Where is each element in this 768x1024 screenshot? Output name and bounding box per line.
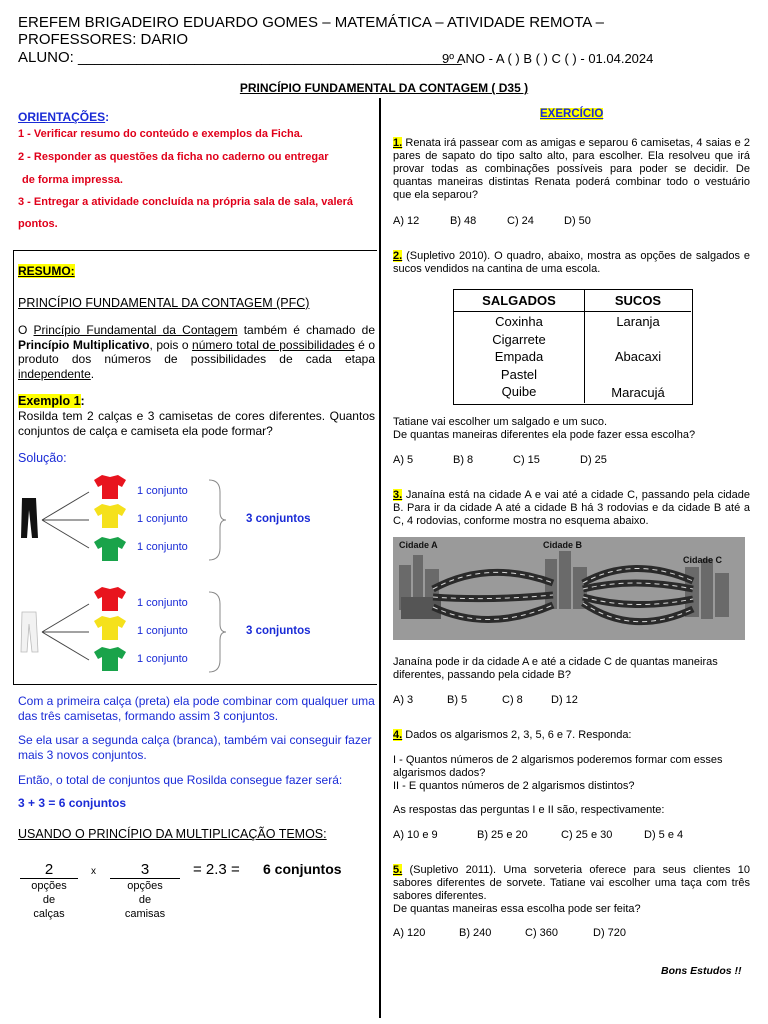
branch-line xyxy=(42,632,89,660)
question-4 xyxy=(393,729,750,742)
factor-1-label: opções de calças xyxy=(31,880,67,920)
question-text: Janaína está na cidade A e vai até a cidade C, passando pela cidade B. Para ir da cidade A até a cidade B há 3 rodovias e da cidade B até a C, 4 rodovias, conforme mostra no esquema abaixo. xyxy=(393,489,750,527)
conjunto-label: 1 conjunto xyxy=(137,597,188,609)
question-4-options xyxy=(393,829,683,842)
explanation-3: Então, o total de conjuntos que Rosilda consegue fazer será: xyxy=(18,773,343,787)
page-title xyxy=(0,81,768,95)
sum-result: 3 + 3 = 6 conjuntos xyxy=(18,796,127,810)
question-text: Dados os algarismos 2, 3, 5, 6 e 7. Responda: xyxy=(405,729,632,741)
pfc-definition: O Princípio Fundamental da Contagem também é chamado de Princípio Multiplicativo, pois o número total de possibilidades é o produto dos números de possibilidades de cada etapa independente. xyxy=(18,323,376,381)
question-text: (Supletivo 2011). Uma sorveteria oferece para seus clientes 10 sabores diferentes de sorvete. Tatiane vai escolher uma taça com três sabores diferentes. xyxy=(393,864,750,902)
exercicio-text: EXERCÍCIO xyxy=(540,108,604,120)
conjunto-label: 1 conjunto xyxy=(137,513,188,525)
question-number: 5. xyxy=(393,864,403,876)
title-text: PRINCÍPIO FUNDAMENTAL DA CONTAGEM ( D35 ) xyxy=(239,81,529,95)
column-divider xyxy=(379,98,381,1018)
question-number: 3. xyxy=(393,489,403,501)
branch-line xyxy=(42,604,89,632)
option: A) 3 xyxy=(393,694,414,706)
sucos-column xyxy=(585,312,691,403)
pfc-heading: PRINCÍPIO FUNDAMENTAL DA CONTAGEM (PFC) xyxy=(18,296,310,310)
question-4-part-ii: II - E quantos números de 2 algarismos distintos? xyxy=(393,780,635,792)
question-number: 4. xyxy=(393,729,403,741)
option: C) 24 xyxy=(507,215,534,227)
ano-line: 9º ANO - A ( ) B ( ) C ( ) - 01.04.2024 xyxy=(442,51,654,66)
question-2-text-after: Tatiane vai escolher um salgado e um suco. xyxy=(393,416,608,428)
red-shirt-icon xyxy=(94,587,126,611)
option: B) 240 xyxy=(459,927,492,939)
explanation-2: Se ela usar a segunda calça (branca), também vai conseguir fazer mais 3 novos conjuntos. xyxy=(18,733,372,762)
conjunto-label: 1 conjunto xyxy=(137,653,188,665)
example-label: Exemplo 1: xyxy=(18,394,85,408)
conjunto-label: 1 conjunto xyxy=(137,485,188,497)
question-3-options xyxy=(393,694,578,707)
orient-item: 1 - Verificar resumo do conteúdo e exemplos da Ficha. xyxy=(18,128,303,140)
resumo-label-text: RESUMO: xyxy=(18,264,75,278)
question-3-text-after: Janaína pode ir da cidade A e até a cidade C de quantas maneiras diferentes, passando pela cidade B? xyxy=(393,656,718,681)
aluno-line: ALUNO: ______________________________________________ xyxy=(18,49,462,66)
orient-item: 3 - Entregar a atividade concluída na própria sala de sala, valerá xyxy=(18,196,354,208)
question-text: Renata irá passear com as amigas e separou 6 camisetas, 4 saias e 2 pares de sapato do tipo salto alto, para escolher. Ela resolveu que irá provar todas as combinações possíveis para poder se decidir. De quantas maneiras distintas Renata poderá combinar todo o vestuário que ela separou? xyxy=(393,137,750,201)
orient-item: pontos. xyxy=(18,218,58,230)
final-result: 6 conjuntos xyxy=(263,861,342,877)
brace xyxy=(209,480,226,560)
question-1-options xyxy=(393,215,591,228)
salgados-column xyxy=(454,312,585,403)
question-4-part-i: I - Quantos números de 2 algarismos poderemos formar com esses algarismos dados? xyxy=(393,754,723,779)
option: D) 12 xyxy=(551,694,578,706)
table-cell: Abacaxi xyxy=(614,349,662,364)
option: D) 720 xyxy=(593,927,627,939)
option: A) 10 e 9 xyxy=(393,829,438,841)
option: A) 5 xyxy=(393,454,414,466)
option: B) 8 xyxy=(453,454,474,466)
option: C) 25 e 30 xyxy=(561,829,613,841)
black-pants-icon xyxy=(21,498,38,538)
question-4-prompt: As respostas das perguntas I e II são, respectivamente: xyxy=(393,804,665,816)
orient-heading xyxy=(18,110,109,124)
question-number: 2. xyxy=(393,250,403,262)
question-1 xyxy=(393,137,750,202)
header-line2: PROFESSORES: DARIO xyxy=(18,31,189,48)
city-a-label: Cidade A xyxy=(399,540,438,550)
orient-item: de forma impressa. xyxy=(22,174,123,186)
snack-table xyxy=(453,289,693,405)
city-b-label: Cidade B xyxy=(543,540,583,550)
table-cell: Empada xyxy=(494,349,544,364)
table-cell: Laranja xyxy=(616,314,660,329)
mult-heading: USANDO O PRINCÍPIO DA MULTIPLICAÇÃO TEMOS: xyxy=(18,827,327,841)
conjunto-label: 1 conjunto xyxy=(137,625,188,637)
question-text: (Supletivo 2010). O quadro, abaixo, mostra as opções de salgados e sucos vendidos na cantina de uma escola. xyxy=(393,250,750,275)
option: B) 25 e 20 xyxy=(477,829,528,841)
table-cell: Maracujá xyxy=(611,385,665,400)
branch-line xyxy=(42,520,89,548)
roads-diagram xyxy=(393,537,745,640)
green-shirt-icon xyxy=(94,537,126,561)
times-sign: x xyxy=(91,866,96,877)
example-text: Rosilda tem 2 calças e 3 camisetas de cores diferentes. Quantos conjuntos de calça e camiseta ela pode formar? xyxy=(18,409,375,438)
option: C) 360 xyxy=(525,927,559,939)
question-5 xyxy=(393,864,750,903)
orient-heading-text: ORIENTAÇÕES xyxy=(18,110,106,124)
branch-line xyxy=(42,492,89,520)
tree-diagram xyxy=(14,468,334,683)
table-header-salgados: SALGADOS xyxy=(454,290,585,312)
footer-text: Bons Estudos !! xyxy=(661,965,742,977)
resumo-label xyxy=(18,264,75,278)
question-number: 1. xyxy=(393,137,403,149)
header-line1: EREFEM BRIGADEIRO EDUARDO GOMES – MATEMÁTICA – ATIVIDADE REMOTA – xyxy=(18,14,604,31)
orient-item: 2 - Responder as questões da ficha no caderno ou entregar xyxy=(18,151,329,163)
option: D) 50 xyxy=(564,215,591,227)
green-shirt-icon xyxy=(94,647,126,671)
orient-colon: : xyxy=(105,110,110,124)
solucao-label: Solução: xyxy=(18,451,67,465)
question-3 xyxy=(393,489,750,528)
option: C) 8 xyxy=(502,694,523,706)
total-label: 3 conjuntos xyxy=(246,625,311,637)
conjunto-label: 1 conjunto xyxy=(137,541,188,553)
option: D) 25 xyxy=(580,454,607,466)
equals-expression: = 2.3 = xyxy=(193,861,240,878)
total-label: 3 conjuntos xyxy=(246,513,311,525)
exercicio-heading xyxy=(540,108,603,120)
option: A) 12 xyxy=(393,215,420,227)
city-c-label: Cidade C xyxy=(683,555,723,565)
roads-illustration xyxy=(393,537,745,640)
option: B) 5 xyxy=(447,694,468,706)
factor-2-label: opções de camisas xyxy=(124,880,166,920)
question-5-options xyxy=(393,927,626,940)
yellow-shirt-icon xyxy=(94,504,126,528)
table-cell: Coxinha xyxy=(495,314,543,329)
brace xyxy=(209,592,226,672)
red-shirt-icon xyxy=(94,475,126,499)
question-5-prompt: De quantas maneiras essa escolha pode ser feita? xyxy=(393,903,641,915)
factor-2: 3 xyxy=(110,861,180,879)
option: C) 15 xyxy=(513,454,540,466)
question-2-options xyxy=(393,454,607,467)
question-2-text-after: De quantas maneiras diferentes ela pode fazer essa escolha? xyxy=(393,429,696,441)
explanation-1: Com a primeira calça (preta) ela pode combinar com qualquer uma das três camisetas, formando assim 3 conjuntos. xyxy=(18,694,375,723)
option: A) 120 xyxy=(393,927,426,939)
example-label-text: Exemplo 1 xyxy=(18,394,81,408)
table-cell: Quibe xyxy=(501,384,537,399)
table-header-sucos: SUCOS xyxy=(585,290,691,312)
table-cell: Pastel xyxy=(500,366,538,382)
question-2 xyxy=(393,250,750,276)
factor-1: 2 xyxy=(20,861,78,879)
table-cell: Cigarrete xyxy=(492,331,546,347)
option: D) 5 e 4 xyxy=(644,829,684,841)
option: B) 48 xyxy=(450,215,477,227)
white-pants-icon xyxy=(21,612,38,652)
yellow-shirt-icon xyxy=(94,616,126,640)
